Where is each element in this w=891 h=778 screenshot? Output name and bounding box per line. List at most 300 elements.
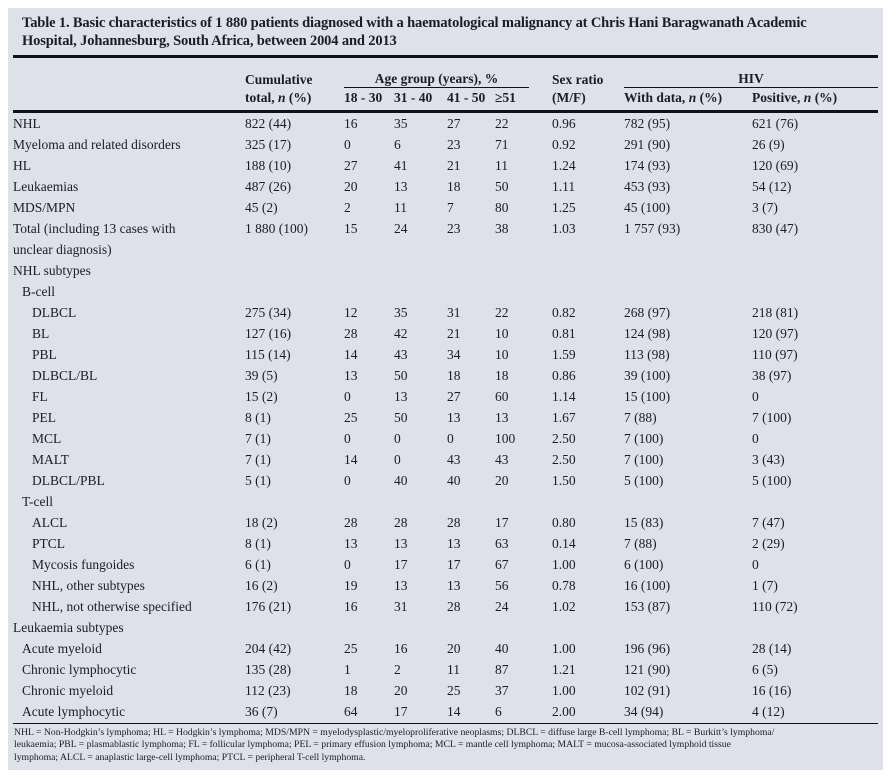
cell-value: 102 (91) [624,683,671,698]
cell-value: 1.11 [552,179,576,194]
row-label: T-cell [22,494,53,509]
row-label: Mycosis fungoides [32,557,135,572]
column-gap [529,638,552,659]
header-italic-n: n [278,89,286,105]
cell-value: 43 [495,452,509,467]
table-row [13,596,878,617]
cell-value: 2 [394,662,401,677]
cell-value: 18 [447,368,461,383]
cell-value: 7 [447,200,454,215]
cell-value: 14 [344,452,358,467]
cell-value: 19 [344,578,358,593]
table-title: Table 1. Basic characteristics of 1 880 patients diagnosed with a haematological malignancy at Chris Hani Baragwanath Academic Hospital, Johannesburg, South Africa, between 2004 and 2013 [13,8,878,58]
cell-value: 124 (98) [624,326,671,341]
header-text-part: total, [245,89,278,105]
cell-value: 28 [344,326,358,341]
column-gap [529,512,552,533]
section-row [13,281,878,302]
table-panel [8,8,883,770]
cell-value: 4 (12) [752,704,785,719]
cell-value: 120 (97) [752,326,799,341]
cell-value: 28 [394,515,408,530]
cell-value: 1 880 (100) [245,221,308,236]
cell-value: 11 [447,662,460,677]
cell-value: 110 (72) [752,599,798,614]
cell-value: 22 [495,305,509,320]
col-header-cumulative: Cumulative [245,71,313,87]
cell-value: 15 [344,221,358,236]
cell-value: 16 (2) [245,578,278,593]
cell-value: 453 (93) [624,179,671,194]
cell-value: 45 (100) [624,200,671,215]
cell-value: 20 [447,641,461,656]
cell-value: 0 [752,389,759,404]
cell-value: 830 (47) [752,221,799,236]
cell-value: 7 (88) [624,536,657,551]
cell-value: 174 (93) [624,158,671,173]
table-row [13,386,878,407]
cell-value: 1.67 [552,410,576,425]
cell-value: 1 (7) [752,578,778,593]
cell-value: 15 (2) [245,389,278,404]
cell-value: 0 [344,473,351,488]
cell-value: 20 [495,473,509,488]
row-label: NHL subtypes [13,263,91,278]
table-header [13,58,878,112]
cell-value: 63 [495,536,509,551]
col-header-age-18-30: 18 - 30 [344,88,394,112]
cell-value: 6 (5) [752,662,778,677]
cell-value: 0 [344,389,351,404]
header-text-part: (%) [696,90,723,105]
cell-value: 110 (97) [752,347,798,362]
cell-value: 25 [447,683,461,698]
cell-value: 34 (94) [624,704,664,719]
cell-value: 27 [344,158,358,173]
cell-value: 0 [752,431,759,446]
col-header-empty [13,58,245,88]
cell-value: 112 (23) [245,683,291,698]
cell-value: 0.81 [552,326,576,341]
cell-value: 7 (1) [245,431,271,446]
cell-value: 35 [394,305,408,320]
cell-value: 2.00 [552,704,576,719]
cell-value: 39 (5) [245,368,278,383]
cell-value: 23 [447,221,461,236]
cell-value: 2 (29) [752,536,785,551]
header-text-part: With data, [624,90,689,105]
table-row [13,344,878,365]
column-gap [529,680,552,701]
column-gap [529,407,552,428]
row-label: MCL [32,431,62,446]
cell-value: 15 (100) [624,389,671,404]
cell-value: 6 (1) [245,557,271,572]
cell-value: 39 (100) [624,368,671,383]
cell-value: 18 [344,683,358,698]
cell-value: 0 [344,557,351,572]
table-row [13,680,878,701]
cell-value: 0.96 [552,116,576,131]
cell-value: 1.50 [552,473,576,488]
section-filler [245,617,878,638]
cell-value: 8 (1) [245,536,271,551]
table-row [13,365,878,386]
cell-value: 0.82 [552,305,576,320]
cell-value: 121 (90) [624,662,671,677]
cell-value: 16 [394,641,408,656]
cell-value: 38 (97) [752,368,792,383]
cell-value: 188 (10) [245,158,292,173]
cell-value: 25 [344,410,358,425]
cell-value: 17 [447,557,461,572]
cell-value: 2.50 [552,431,576,446]
column-gap [529,596,552,617]
table-row [13,112,878,135]
cell-value: 26 (9) [752,137,785,152]
cell-value: 291 (90) [624,137,671,152]
row-label: Leukaemias [13,179,79,194]
cell-value: 5 (100) [624,473,664,488]
row-label: Acute lymphocytic [22,704,126,719]
cell-value: 28 (14) [752,641,792,656]
cell-value: 7 (88) [624,410,657,425]
table-row [13,449,878,470]
cell-value: 2 [344,200,351,215]
cell-value: 7 (47) [752,515,785,530]
cell-value: 18 [447,179,461,194]
cell-value: 1.21 [552,662,576,677]
cell-value: 35 [394,116,408,131]
cell-value: 87 [495,662,509,677]
cell-value: 0.78 [552,578,576,593]
row-label: Acute myeloid [22,641,102,656]
cell-value: 17 [394,704,408,719]
table-row [13,659,878,680]
cell-value: 113 (98) [624,347,670,362]
cell-value: 135 (28) [245,662,292,677]
section-row [13,617,878,638]
table-row [13,134,878,155]
cell-value: 1 757 (93) [624,221,681,236]
cell-value: 1.00 [552,641,576,656]
cell-value: 16 (100) [624,578,671,593]
cell-value: 8 (1) [245,410,271,425]
header-italic-n: n [803,90,812,105]
cell-value: 40 [495,641,509,656]
col-header-mf-ratio: (M/F) [552,88,624,112]
cell-value: 120 (69) [752,158,799,173]
cell-value: 196 (96) [624,641,671,656]
cell-value: 0 [344,137,351,152]
cell-value: 23 [447,137,461,152]
column-gap [529,659,552,680]
cell-value: 12 [344,305,358,320]
row-label: DLBCL/BL [32,368,98,383]
column-gap [529,344,552,365]
col-header-age-31-40: 31 - 40 [394,88,447,112]
cell-value: 5 (100) [752,473,792,488]
cell-value: 218 (81) [752,305,799,320]
cell-value: 11 [495,158,508,173]
col-header-hiv-with-data [624,88,752,112]
cell-value: 782 (95) [624,116,671,131]
cell-value: 0.14 [552,536,576,551]
header-text-part: (%) [285,89,312,105]
col-header-empty [13,88,245,112]
cell-value: 64 [344,704,358,719]
cell-value: 1.02 [552,599,576,614]
col-header-age-group: Age group (years), % [344,58,529,88]
cell-value: 20 [394,683,408,698]
col-header-hiv-positive [752,88,878,112]
cell-value: 176 (21) [245,599,292,614]
row-label: B-cell [22,284,55,299]
cell-value: 42 [394,326,408,341]
cell-value: 16 [344,599,358,614]
table-row [13,176,878,197]
cell-value: 3 (43) [752,452,785,467]
column-gap [529,575,552,596]
cell-value: 50 [394,368,408,383]
row-label: DLBCL [32,305,77,320]
row-label: FL [32,389,48,404]
cell-value: 21 [447,326,461,341]
cell-value: 3 (7) [752,200,778,215]
cell-value: 24 [495,599,509,614]
cell-value: 50 [394,410,408,425]
cell-value: 1.14 [552,389,576,404]
cell-value: 25 [344,641,358,656]
abbreviations-footnote: NHL = Non-Hodgkin’s lymphoma; HL = Hodgkin’s lymphoma; MDS/MPN = myelodysplastic/myeloproliferative neoplasms; DLBCL = diffuse large B-cell lymphoma; BL = Burkitt’s lymphoma/ leukaemia; PBL = plasmablastic lymphoma; FL = follicular lymphoma; PEL = primary effusion lymphoma; MCL = mantle cell lymphoma; MALT = mucosa-associated lymphoid tissue lymphoma; ALCL = anaplastic large-cell lymphoma; PTCL = peripheral T-cell lymphoma. [13,723,878,764]
cell-value: 13 [447,578,461,593]
cell-value: 22 [495,116,509,131]
column-gap [529,88,552,112]
cell-value: 17 [495,515,509,530]
cell-value: 67 [495,557,509,572]
table-row [13,155,878,176]
cell-value: 2.50 [552,452,576,467]
cell-value: 204 (42) [245,641,292,656]
row-label: PEL [32,410,57,425]
cell-value: 268 (97) [624,305,671,320]
cell-value: 1 [344,662,351,677]
row-label: Total (including 13 cases with unclear diagnosis) [13,221,176,257]
column-gap [529,533,552,554]
cell-value: 38 [495,221,509,236]
cell-value: 1.03 [552,221,576,236]
row-label: Myeloma and related disorders [13,137,181,152]
cell-value: 24 [394,221,408,236]
table-row [13,302,878,323]
cell-value: 13 [447,536,461,551]
table-row [13,218,878,260]
table-row [13,323,878,344]
cell-value: 15 (83) [624,515,664,530]
col-header-hiv: HIV [624,58,878,88]
header-text-part: Positive, [752,90,804,105]
table-row [13,512,878,533]
cell-value: 40 [394,473,408,488]
cell-value: 0.92 [552,137,576,152]
row-label: NHL, not otherwise specified [32,599,192,614]
row-label: Chronic myeloid [22,683,114,698]
cell-value: 56 [495,578,509,593]
cell-value: 275 (34) [245,305,292,320]
cell-value: 40 [447,473,461,488]
table-row [13,407,878,428]
cell-value: 7 (100) [624,431,664,446]
column-gap [529,470,552,491]
cell-value: 1.00 [552,557,576,572]
cell-value: 0 [752,557,759,572]
cell-value: 16 (16) [752,683,792,698]
cell-value: 7 (100) [624,452,664,467]
column-gap [529,197,552,218]
section-row [13,491,878,512]
col-header-sex-ratio: Sex ratio [552,71,604,87]
cell-value: 11 [394,200,407,215]
cell-value: 7 (100) [752,410,792,425]
cell-value: 43 [447,452,461,467]
cell-value: 13 [394,389,408,404]
cell-value: 37 [495,683,509,698]
table-row [13,638,878,659]
cell-value: 31 [447,305,461,320]
cell-value: 28 [344,515,358,530]
column-gap [529,218,552,260]
column-gap [529,176,552,197]
column-gap [529,134,552,155]
header-row-2 [13,88,878,112]
cell-value: 0.86 [552,368,576,383]
table-row [13,428,878,449]
cell-value: 621 (76) [752,116,799,131]
cell-value: 1.00 [552,683,576,698]
cell-value: 0 [394,431,401,446]
cell-value: 127 (16) [245,326,292,341]
cell-value: 115 (14) [245,347,291,362]
cell-value: 80 [495,200,509,215]
cell-value: 14 [344,347,358,362]
row-label: BL [32,326,50,341]
cell-value: 34 [447,347,461,362]
row-label: MALT [32,452,70,467]
cell-value: 10 [495,326,509,341]
cell-value: 14 [447,704,461,719]
cell-value: 1.25 [552,200,576,215]
table-row [13,701,878,722]
cell-value: 41 [394,158,408,173]
cell-value: 31 [394,599,408,614]
row-label: HL [13,158,31,173]
cell-value: 13 [495,410,509,425]
header-text-part: (%) [811,90,838,105]
col-header-age-51-plus: ≥51 [495,88,529,112]
column-gap [529,58,552,88]
cell-value: 13 [394,536,408,551]
cell-value: 18 [495,368,509,383]
row-label: ALCL [32,515,68,530]
row-label: MDS/MPN [13,200,76,215]
cell-value: 100 [495,431,516,446]
cell-value: 487 (26) [245,179,292,194]
data-table [13,58,878,722]
table-row [13,197,878,218]
cell-value: 17 [394,557,408,572]
cell-value: 6 [495,704,502,719]
cell-value: 0 [394,452,401,467]
column-gap [529,428,552,449]
cell-value: 822 (44) [245,116,292,131]
row-label: NHL, other subtypes [32,578,145,593]
cell-value: 13 [447,410,461,425]
cell-value: 325 (17) [245,137,292,152]
table-row [13,470,878,491]
cell-value: 7 (1) [245,452,271,467]
cell-value: 0 [447,431,454,446]
cell-value: 54 (12) [752,179,792,194]
table-row [13,575,878,596]
cell-value: 28 [447,515,461,530]
cell-value: 27 [447,389,461,404]
cell-value: 50 [495,179,509,194]
column-gap [529,386,552,407]
table-row [13,533,878,554]
cell-value: 6 (100) [624,557,664,572]
cell-value: 13 [344,536,358,551]
column-gap [529,365,552,386]
row-label: DLBCL/PBL [32,473,105,488]
row-label: PTCL [32,536,66,551]
section-filler [245,281,878,302]
cell-value: 13 [394,578,408,593]
cell-value: 0.80 [552,515,576,530]
section-filler [245,260,878,281]
cell-value: 60 [495,389,509,404]
cell-value: 5 (1) [245,473,271,488]
header-italic-n: n [688,90,697,105]
cell-value: 16 [344,116,358,131]
column-gap [529,112,552,135]
col-header-age-41-50: 41 - 50 [447,88,495,112]
row-label: NHL [13,116,41,131]
cell-value: 36 (7) [245,704,278,719]
column-gap [529,449,552,470]
cell-value: 1.24 [552,158,576,173]
column-gap [529,302,552,323]
cell-value: 28 [447,599,461,614]
cell-value: 20 [344,179,358,194]
cell-value: 71 [495,137,509,152]
cell-value: 18 (2) [245,515,278,530]
cell-value: 21 [447,158,461,173]
cell-value: 13 [344,368,358,383]
cell-value: 153 (87) [624,599,671,614]
section-row [13,260,878,281]
row-label: Chronic lymphocytic [22,662,137,677]
column-gap [529,554,552,575]
col-header-cumulative-total [245,88,344,112]
cell-value: 13 [394,179,408,194]
section-filler [245,491,878,512]
column-gap [529,323,552,344]
column-gap [529,155,552,176]
header-row-1 [13,58,878,88]
table-body [13,112,878,723]
cell-value: 1.59 [552,347,576,362]
column-gap [529,701,552,722]
